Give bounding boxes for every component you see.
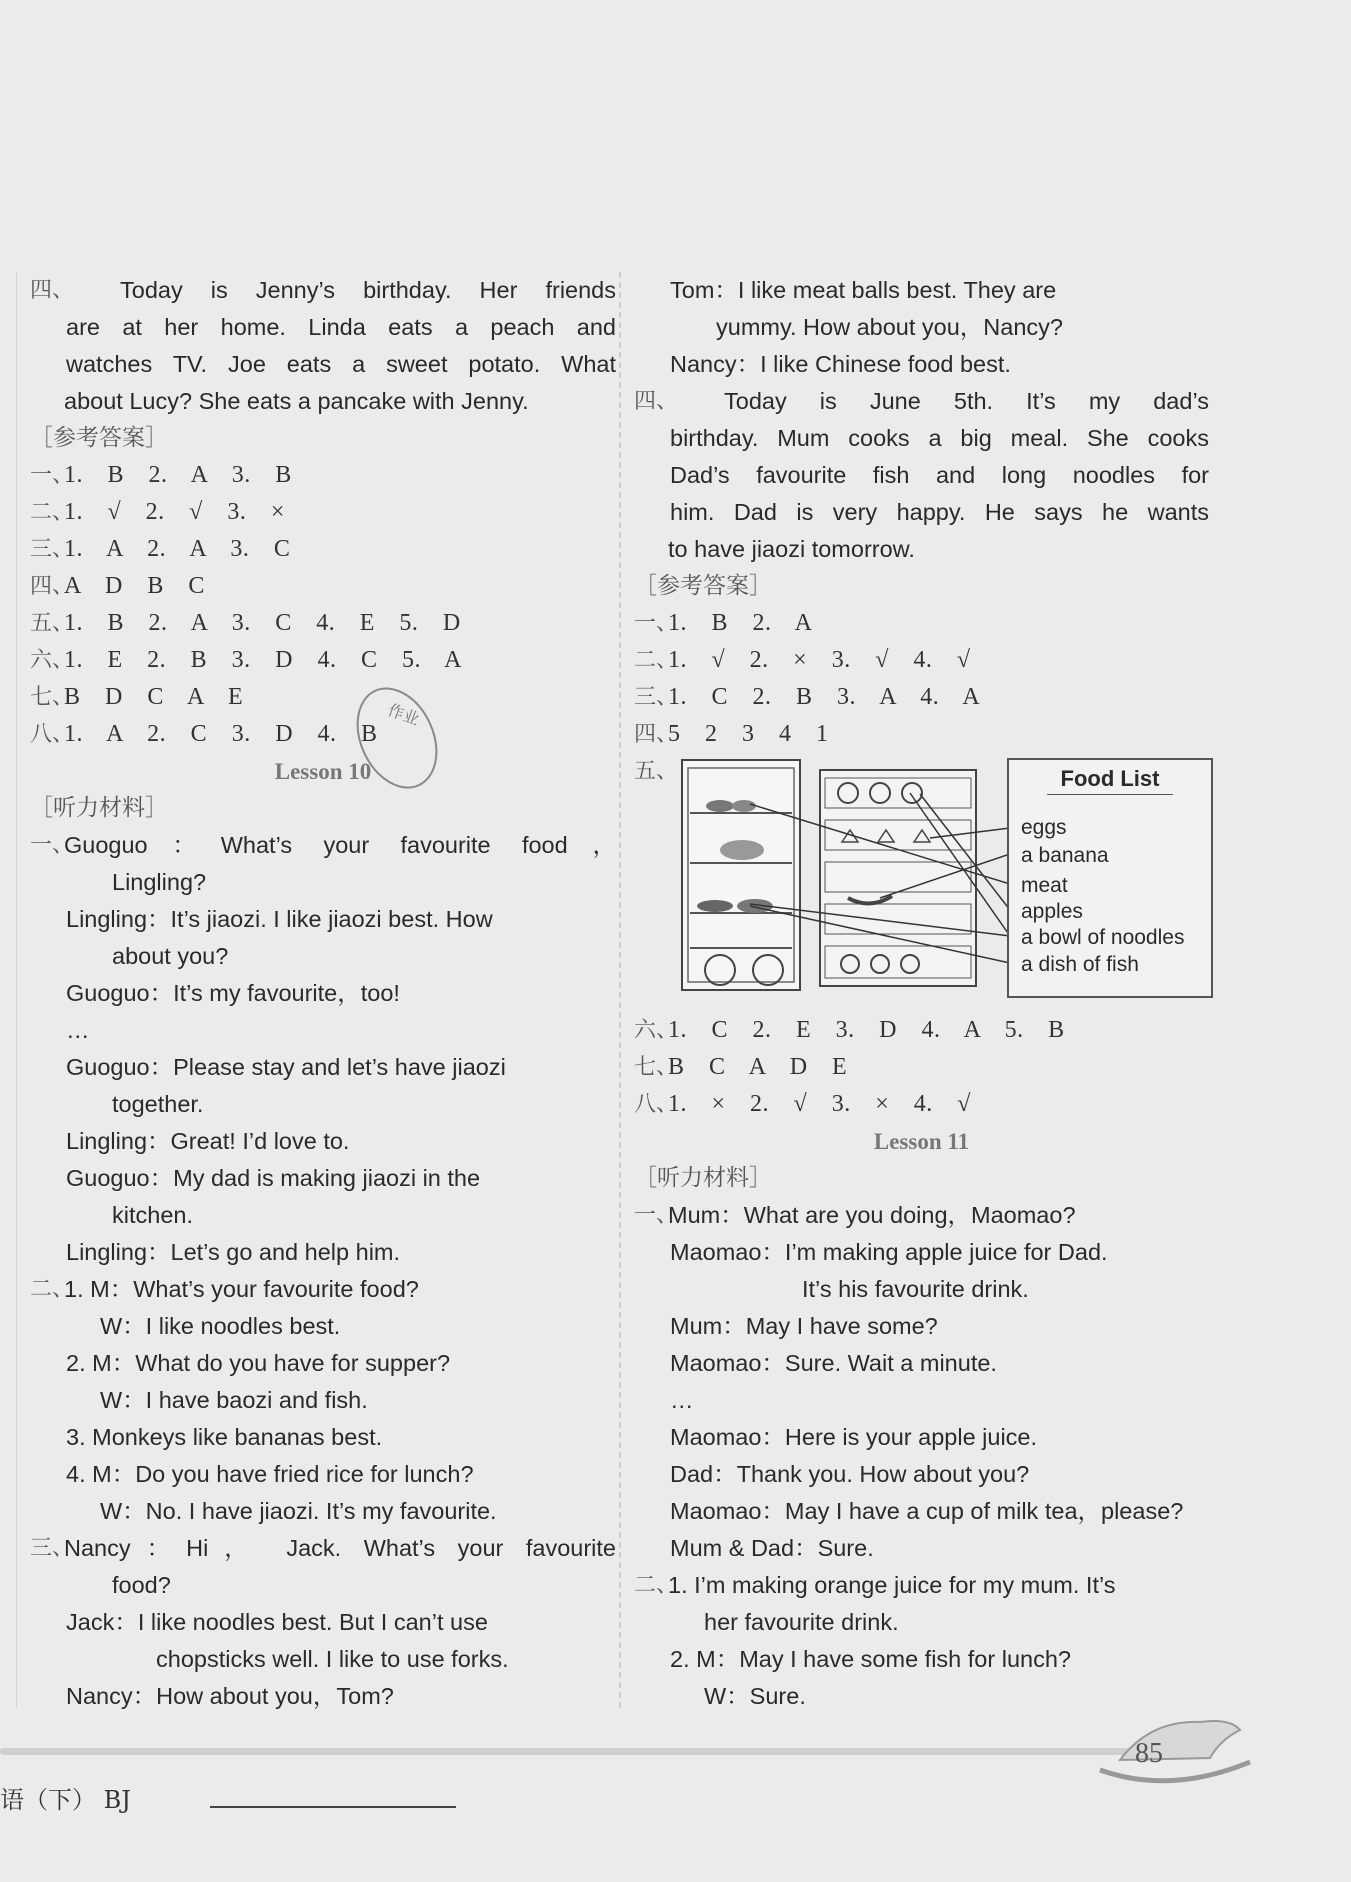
line-text: Dad：Thank you. How about you? xyxy=(670,1461,1030,1487)
question-marker: 四、 xyxy=(634,389,679,414)
line-text: watches TV. Joe eats a sweet potato. What xyxy=(66,351,616,377)
text-line xyxy=(634,1493,1209,1530)
text-line xyxy=(30,1382,616,1419)
line-text: to have jiaozi tomorrow. xyxy=(668,536,915,562)
left-column xyxy=(30,272,616,1715)
rocking-horse-icon xyxy=(1090,1700,1260,1795)
line-text: Today is Jenny’s birthday. Her friends xyxy=(120,277,616,303)
line-text: Tom：I like meat balls best. They are xyxy=(670,277,1057,303)
line-text: Guoguo：It’s my favourite，too! xyxy=(66,980,400,1006)
line-text: B C A D E xyxy=(668,1054,848,1080)
line-text: Guoguo：My dad is making jiaozi in the xyxy=(66,1165,481,1191)
text-line xyxy=(30,753,616,790)
line-text: 1. I’m making orange juice for my mum. It’s xyxy=(668,1572,1116,1598)
line-text: … xyxy=(66,1017,90,1043)
question-marker: 四、 xyxy=(30,278,75,303)
line-text: 1. C 2. B 3. A 4. A xyxy=(668,684,981,710)
text-line xyxy=(30,1049,616,1086)
text-line xyxy=(30,1678,616,1715)
question-marker: 五、 xyxy=(634,759,679,784)
text-line xyxy=(634,1604,1209,1641)
fridge-illustration xyxy=(680,758,1010,998)
text-line xyxy=(634,420,1209,457)
text-line xyxy=(30,901,616,938)
line-text: chopsticks well. I like to use forks. xyxy=(156,1646,509,1672)
text-line xyxy=(30,1604,616,1641)
footer-line xyxy=(0,1748,1130,1755)
text-line xyxy=(30,420,616,457)
question-marker: 一、 xyxy=(634,1203,679,1228)
line-text: W：No. I have jiaozi. It’s my favourite. xyxy=(100,1498,497,1524)
line-text: 1. A 2. C 3. D 4. B xyxy=(64,721,378,747)
line-text: about Lucy? She eats a pancake with Jenny. xyxy=(64,388,529,414)
text-line xyxy=(634,383,1209,420)
line-text: 1. M：What’s your favourite food? xyxy=(64,1276,419,1302)
text-line xyxy=(30,346,616,383)
question-marker: 七、 xyxy=(30,685,75,710)
text-line xyxy=(634,605,1209,642)
line-text: 2. M：What do you have for supper? xyxy=(66,1350,451,1376)
text-line xyxy=(30,494,616,531)
text-line xyxy=(634,1345,1209,1382)
line-text: 1. A 2. A 3. C xyxy=(64,536,291,562)
stamp-text: 作业 xyxy=(385,700,422,729)
line-text: Guoguo：Please stay and let’s have jiaozi xyxy=(66,1054,506,1080)
line-text: him. Dad is very happy. He says he wants xyxy=(670,499,1209,525)
text-line xyxy=(30,1086,616,1123)
text-line xyxy=(30,605,616,642)
text-line xyxy=(634,568,1209,605)
line-text: food? xyxy=(112,1572,171,1598)
line-text: 4. M：Do you have fried rice for lunch? xyxy=(66,1461,474,1487)
line-text: Lesson 10 xyxy=(274,759,372,784)
footer-subject: 语（下） BJ xyxy=(0,1786,131,1814)
fridge-matching-figure xyxy=(680,758,1215,1008)
line-text: Lingling：It’s jiaozi. I like jiaozi best. How xyxy=(66,906,493,932)
line-text: Nancy：I like Chinese food best. xyxy=(670,351,1011,377)
line-text: B D C A E xyxy=(64,684,244,710)
text-line xyxy=(30,383,616,420)
text-line xyxy=(634,1308,1209,1345)
line-text: ［参考答案］ xyxy=(30,425,168,451)
text-line xyxy=(30,1493,616,1530)
line-text: her favourite drink. xyxy=(704,1609,899,1635)
line-text: birthday. Mum cooks a big meal. She cooks xyxy=(670,425,1209,451)
line-text: Mum & Dad：Sure. xyxy=(670,1535,874,1561)
text-line xyxy=(30,716,616,753)
homework-stamp xyxy=(352,678,442,803)
text-line xyxy=(30,938,616,975)
text-line xyxy=(634,1049,1209,1086)
line-text: Lesson 11 xyxy=(873,1129,970,1154)
question-marker: 五、 xyxy=(30,611,75,636)
question-marker: 二、 xyxy=(634,1573,679,1598)
line-text: … xyxy=(670,1387,694,1413)
line-text: ［参考答案］ xyxy=(634,573,772,599)
line-text: Lingling? xyxy=(112,869,207,895)
line-text: Mum：May I have some? xyxy=(670,1313,938,1339)
text-line xyxy=(30,1456,616,1493)
line-text: kitchen. xyxy=(112,1202,193,1228)
text-line xyxy=(634,1382,1209,1419)
question-marker: 三、 xyxy=(634,685,679,710)
line-text: W：Sure. xyxy=(704,1683,806,1709)
line-text: Maomao：Sure. Wait a minute. xyxy=(670,1350,997,1376)
line-text: Guoguo：What’s your favourite food， xyxy=(64,832,616,858)
line-text: Dad’s favourite fish and long noodles for xyxy=(670,462,1209,488)
text-line xyxy=(634,1456,1209,1493)
text-line xyxy=(30,1530,616,1567)
food-item-fish: a dish of fish xyxy=(1021,953,1139,976)
line-text: 1. E 2. B 3. D 4. C 5. A xyxy=(64,647,463,673)
line-text: Maomao：I’m making apple juice for Dad. xyxy=(670,1239,1108,1265)
question-marker: 六、 xyxy=(30,648,75,673)
text-line xyxy=(634,272,1209,309)
line-text: about you? xyxy=(112,943,229,969)
text-line xyxy=(634,346,1209,383)
line-text: are at her home. Linda eats a peach and xyxy=(66,314,616,340)
text-line xyxy=(30,679,616,716)
text-line xyxy=(30,975,616,1012)
text-line xyxy=(30,1160,616,1197)
question-marker: 七、 xyxy=(634,1055,679,1080)
line-text: 1. C 2. E 3. D 4. A 5. B xyxy=(668,1017,1065,1043)
line-text: 1. B 2. A xyxy=(668,610,813,636)
line-text: together. xyxy=(112,1091,204,1117)
text-line xyxy=(30,1641,616,1678)
text-line xyxy=(30,1123,616,1160)
text-line xyxy=(30,272,616,309)
text-line xyxy=(30,864,616,901)
text-line xyxy=(634,1012,1209,1049)
line-text: 1. √ 2. √ 3. × xyxy=(64,499,285,525)
question-marker: 六、 xyxy=(634,1018,679,1043)
text-line xyxy=(634,309,1209,346)
text-line xyxy=(634,1641,1209,1678)
text-line xyxy=(30,790,616,827)
question-marker: 三、 xyxy=(30,1536,75,1561)
text-line xyxy=(634,1123,1209,1160)
question-marker: 四、 xyxy=(634,722,679,747)
text-line xyxy=(634,1271,1209,1308)
line-text: yummy. How about you，Nancy? xyxy=(716,314,1063,340)
line-text: 1. × 2. √ 3. × 4. √ xyxy=(668,1091,971,1117)
question-marker: 四、 xyxy=(30,574,75,599)
question-marker: 一、 xyxy=(30,833,75,858)
line-text: Lingling：Great! I’d love to. xyxy=(66,1128,350,1154)
text-line xyxy=(634,1197,1209,1234)
text-line xyxy=(30,1012,616,1049)
food-item-eggs: eggs xyxy=(1021,816,1067,839)
text-line xyxy=(30,568,616,605)
line-text: It’s his favourite drink. xyxy=(802,1276,1029,1302)
question-marker: 一、 xyxy=(30,463,75,488)
line-text: Nancy：Hi， Jack. What’s your favourite xyxy=(64,1535,616,1561)
line-text: Maomao：Here is your apple juice. xyxy=(670,1424,1038,1450)
question-marker: 八、 xyxy=(634,1092,679,1117)
text-line xyxy=(634,642,1209,679)
footer-blank-line xyxy=(210,1806,456,1808)
food-item-noodles: a bowl of noodles xyxy=(1021,926,1185,949)
line-text: Jack：I like noodles best. But I can’t use xyxy=(66,1609,488,1635)
text-line xyxy=(30,309,616,346)
question-marker: 一、 xyxy=(634,611,679,636)
food-item-banana: a banana xyxy=(1021,844,1109,867)
line-text: Mum：What are you doing，Maomao? xyxy=(668,1202,1076,1228)
text-line xyxy=(30,1419,616,1456)
food-list-box xyxy=(1007,758,1213,998)
line-text: ［听力材料］ xyxy=(634,1165,772,1191)
left-margin-line xyxy=(16,272,17,1708)
page-number: 85 xyxy=(1135,1738,1163,1769)
line-text: Nancy：How about you，Tom? xyxy=(66,1683,394,1709)
text-line xyxy=(30,1308,616,1345)
line-text: 5 2 3 4 1 xyxy=(668,721,829,747)
text-line xyxy=(30,1234,616,1271)
question-marker: 二、 xyxy=(30,500,75,525)
text-line xyxy=(30,827,616,864)
line-text: 1. B 2. A 3. B xyxy=(64,462,292,488)
text-line xyxy=(30,1567,616,1604)
text-line xyxy=(634,1160,1209,1197)
line-text: A D B C xyxy=(64,573,205,599)
question-marker: 八、 xyxy=(30,722,75,747)
text-line xyxy=(30,1197,616,1234)
line-text: ［听力材料］ xyxy=(30,795,168,821)
food-list-title: Food List xyxy=(1060,766,1160,791)
line-text: 1. B 2. A 3. C 4. E 5. D xyxy=(64,610,461,636)
question-marker: 二、 xyxy=(634,648,679,673)
text-line xyxy=(634,457,1209,494)
question-marker: 三、 xyxy=(30,537,75,562)
text-line xyxy=(634,1530,1209,1567)
text-line xyxy=(30,1345,616,1382)
text-line xyxy=(30,1271,616,1308)
food-item-apples: apples xyxy=(1021,900,1083,923)
text-line xyxy=(634,1086,1209,1123)
line-text: Lingling：Let’s go and help him. xyxy=(66,1239,401,1265)
text-line xyxy=(634,1419,1209,1456)
text-line xyxy=(634,716,1209,753)
line-text: 2. M：May I have some fish for lunch? xyxy=(670,1646,1071,1672)
food-item-meat: meat xyxy=(1021,874,1068,897)
line-text: 1. √ 2. × 3. √ 4. √ xyxy=(668,647,971,673)
line-text: W：I have baozi and fish. xyxy=(100,1387,368,1413)
text-line xyxy=(634,494,1209,531)
question-marker: 二、 xyxy=(30,1277,75,1302)
line-text: 3. Monkeys like bananas best. xyxy=(66,1424,383,1450)
text-line xyxy=(634,531,1209,568)
column-divider xyxy=(619,272,621,1708)
text-line xyxy=(30,457,616,494)
text-line xyxy=(30,531,616,568)
line-text: Maomao：May I have a cup of milk tea，please? xyxy=(670,1498,1184,1524)
text-line xyxy=(634,679,1209,716)
text-line xyxy=(634,1234,1209,1271)
text-line xyxy=(30,642,616,679)
line-text: Today is June 5th. It’s my dad’s xyxy=(724,388,1209,414)
line-text: W：I like noodles best. xyxy=(100,1313,341,1339)
text-line xyxy=(634,1567,1209,1604)
